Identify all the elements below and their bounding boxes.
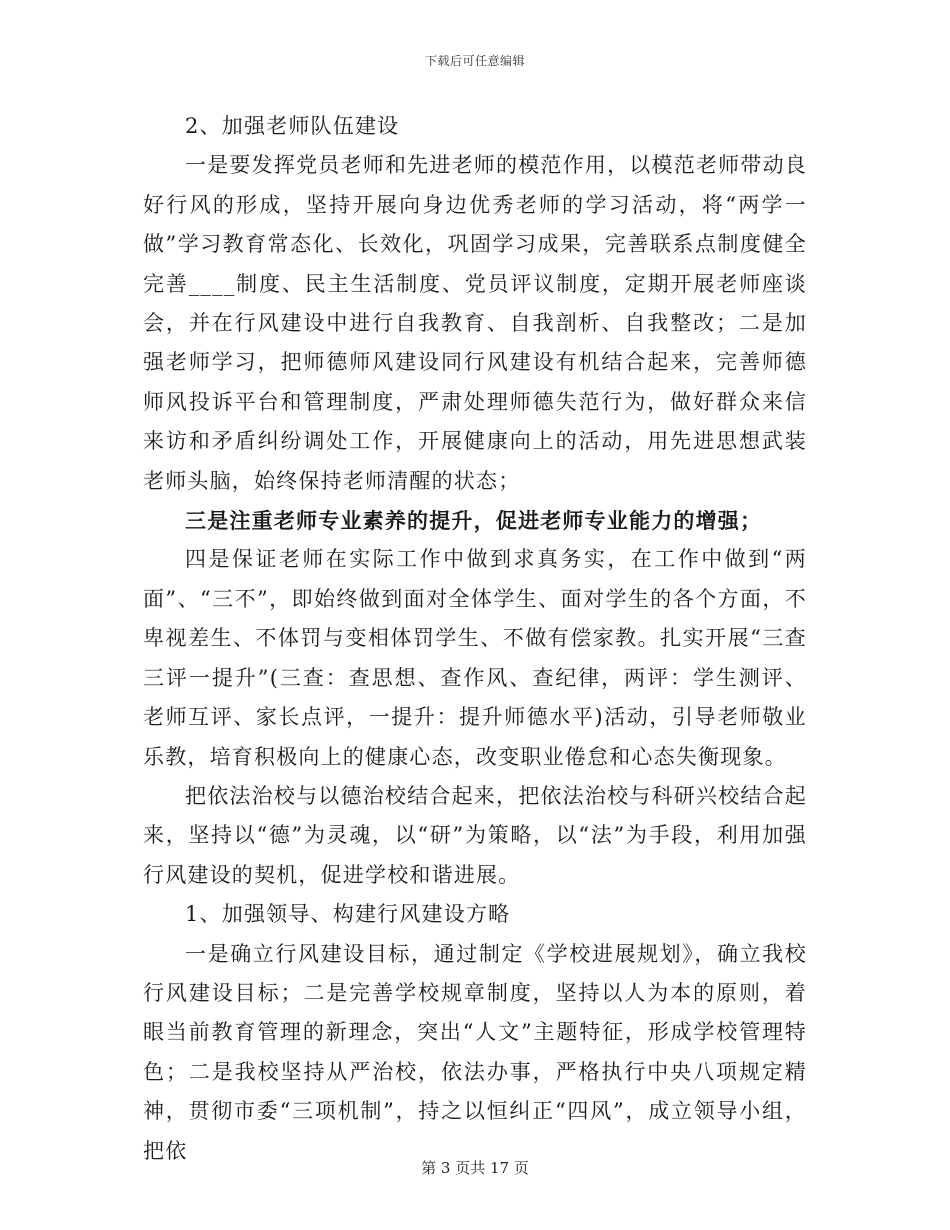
page-number: 第 3 页共 17 页 — [421, 1159, 529, 1177]
paragraph: 把依法治校与以德治校结合起来，把依法治校与科研兴校结合起来，坚持以“德”为灵魂，以“研”为策略，以“法”为手段，利用加强行风建设的契机，促进学校和谐进展。 — [143, 783, 807, 887]
paragraph-bold: 三是注重老师专业素养的提升，促进老师专业能力的增强； — [185, 508, 763, 534]
paragraph: 一是确立行风建设目标，通过制定《学校进展规划》，确立我校行风建设目标；二是完善学校规章制度，坚持以人为本的原则，着眼当前教育管理的新理念，突出“人文”主题特征，形成学校管理特色；二是我校坚持从严治校，依法办事，严格执行中央八项规定精神，贯彻市委“三项机制”，持之以恒纠正“四风”，成立领导小组，把依 — [143, 941, 807, 1163]
paragraph: 一是要发挥党员老师和先进老师的模范作用，以模范老师带动良好行风的形成，坚持开展向身边优秀老师的学习活动，将“两学一做”学习教育常态化、长效化，巩固学习成果，完善联系点制度健全完善____制度、民主生活制度、党员评议制度，定期开展老师座谈会，并在行风建设中进行自我教育、自我剖析、自我整改；二是加强老师学习，把师德师风建设同行风建设有机结合起来，完善师德师风投诉平台和管理制度，严肃处理师德失范行为，做好群众来信来访和矛盾纠纷调处工作，开展健康向上的活动，用先进思想武装老师头脑，始终保持老师清醒的状态； — [143, 153, 807, 493]
paragraph: 四是保证老师在实际工作中做到求真务实，在工作中做到“两面”、“三不”，即始终做到面对全体学生、面对学生的各个方面，不卑视差生、不体罚与变相体罚学生、不做有偿家教。扎实开展“三查三评一提升”(三查：查思想、查作风、查纪律，两评：学生测评、老师互评、家长点评，一提升：提升师德水平)活动，引导老师敬业乐教，培育积极向上的健康心态，改变职业倦怠和心态失衡现象。 — [143, 547, 807, 769]
document-body — [143, 107, 807, 1171]
paragraph-heading-2: 2、加强老师队伍建设 — [185, 114, 400, 138]
header-note: 下载后可任意编辑 — [424, 54, 525, 68]
paragraph-heading-1: 1、加强领导、构建行风建设方略 — [185, 902, 511, 927]
